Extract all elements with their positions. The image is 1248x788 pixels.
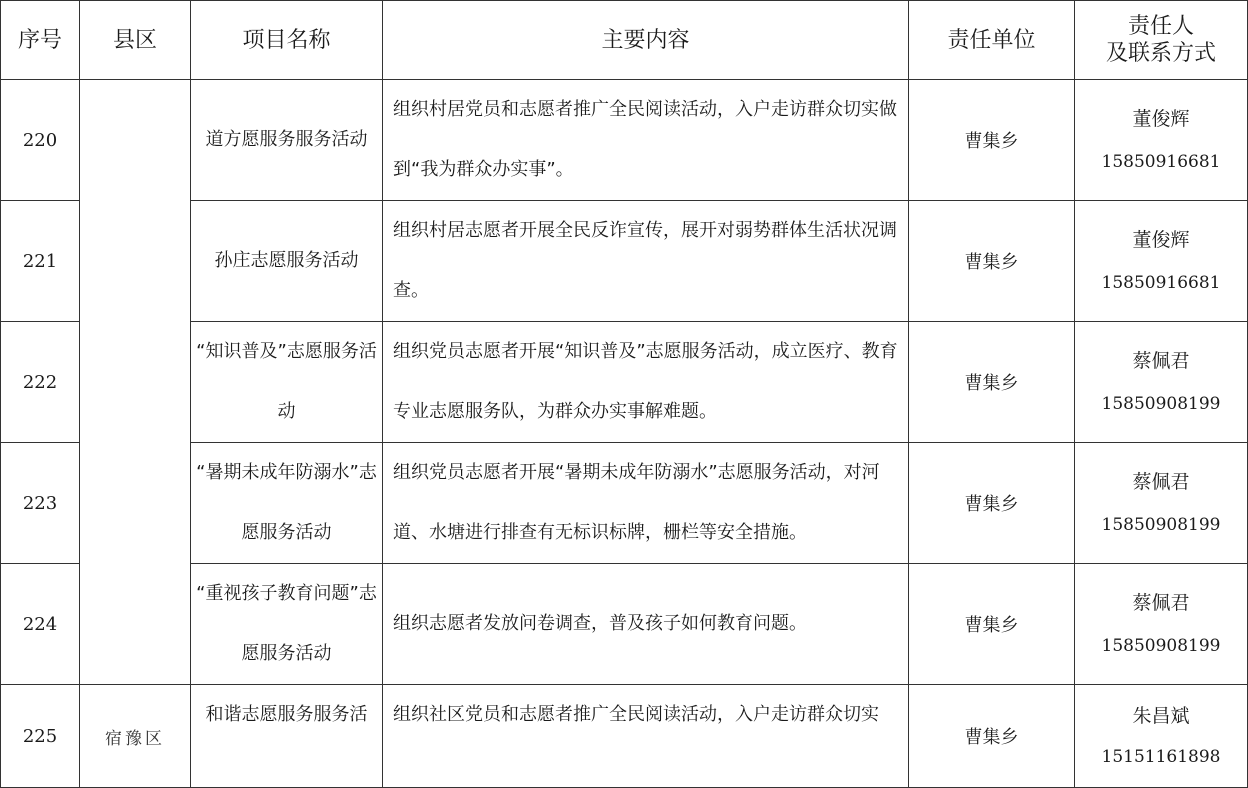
row-content: 组织党员志愿者开展“暑期未成年防溺水”志愿服务活动，对河道、水塘进行排查有无标识标牌，栅栏等安全措施。 — [383, 443, 909, 564]
row-phone: 15151161898 — [1101, 747, 1221, 767]
row-phone: 15850908199 — [1101, 394, 1221, 414]
row-unit: 曹集乡 — [909, 322, 1075, 443]
row-unit: 曹集乡 — [909, 80, 1075, 201]
row-content: 组织志愿者发放问卷调查，普及孩子如何教育问题。 — [383, 564, 909, 685]
row-phone: 15850908199 — [1101, 636, 1221, 656]
row-seq: 224 — [1, 564, 80, 685]
row-person: 蔡佩君 — [1132, 350, 1190, 372]
header-county: 县区 — [80, 1, 191, 80]
row-seq: 221 — [1, 201, 80, 322]
row-project: 孙庄志愿服务活动 — [191, 201, 383, 322]
row-contact — [1075, 80, 1248, 201]
row-contact — [1075, 322, 1248, 443]
row-person: 董俊辉 — [1132, 108, 1190, 130]
row-person: 蔡佩君 — [1132, 592, 1190, 614]
header-content: 主要内容 — [383, 1, 909, 80]
row-project: “暑期未成年防溺水”志愿服务活动 — [191, 443, 383, 564]
row-contact — [1075, 443, 1248, 564]
header-row — [1, 1, 1248, 80]
row-content: 组织村居党员和志愿者推广全民阅读活动，入户走访群众切实做到“我为群众办实事”。 — [383, 80, 909, 201]
row-contact — [1075, 685, 1248, 788]
row-seq: 222 — [1, 322, 80, 443]
row-contact — [1075, 564, 1248, 685]
row-phone: 15850916681 — [1101, 152, 1221, 172]
row-project: “知识普及”志愿服务活动 — [191, 322, 383, 443]
row-unit: 曹集乡 — [909, 443, 1075, 564]
row-county-merged — [80, 80, 191, 685]
table-row — [1, 80, 1248, 201]
row-seq: 225 — [1, 685, 80, 788]
header-project: 项目名称 — [191, 1, 383, 80]
row-content: 组织党员志愿者开展“知识普及”志愿服务活动，成立医疗、教育专业志愿服务队，为群众办实事解难题。 — [383, 322, 909, 443]
row-seq: 223 — [1, 443, 80, 564]
header-person-line2: 及联系方式 — [1105, 41, 1216, 66]
header-person-line1: 责任人 — [1127, 14, 1194, 39]
row-unit: 曹集乡 — [909, 564, 1075, 685]
table-row — [1, 685, 1248, 788]
header-seq: 序号 — [1, 1, 80, 80]
row-content: 组织社区党员和志愿者推广全民阅读活动，入户走访群众切实 — [383, 685, 909, 788]
row-person: 朱昌斌 — [1132, 705, 1190, 727]
header-unit: 责任单位 — [909, 1, 1075, 80]
row-seq: 220 — [1, 80, 80, 201]
row-project: “重视孩子教育问题”志愿服务活动 — [191, 564, 383, 685]
row-contact — [1075, 201, 1248, 322]
row-unit: 曹集乡 — [909, 201, 1075, 322]
row-person: 董俊辉 — [1132, 229, 1190, 251]
row-phone: 15850908199 — [1101, 515, 1221, 535]
row-project: 道方愿服务服务活动 — [191, 80, 383, 201]
header-person — [1075, 1, 1248, 80]
row-project: 和谐志愿服务服务活 — [191, 685, 383, 788]
row-content: 组织村居志愿者开展全民反诈宣传，展开对弱势群体生活状况调查。 — [383, 201, 909, 322]
row-phone: 15850916681 — [1101, 273, 1221, 293]
row-unit: 曹集乡 — [909, 685, 1075, 788]
row-county: 宿豫区 — [80, 685, 191, 788]
row-person: 蔡佩君 — [1132, 471, 1190, 493]
